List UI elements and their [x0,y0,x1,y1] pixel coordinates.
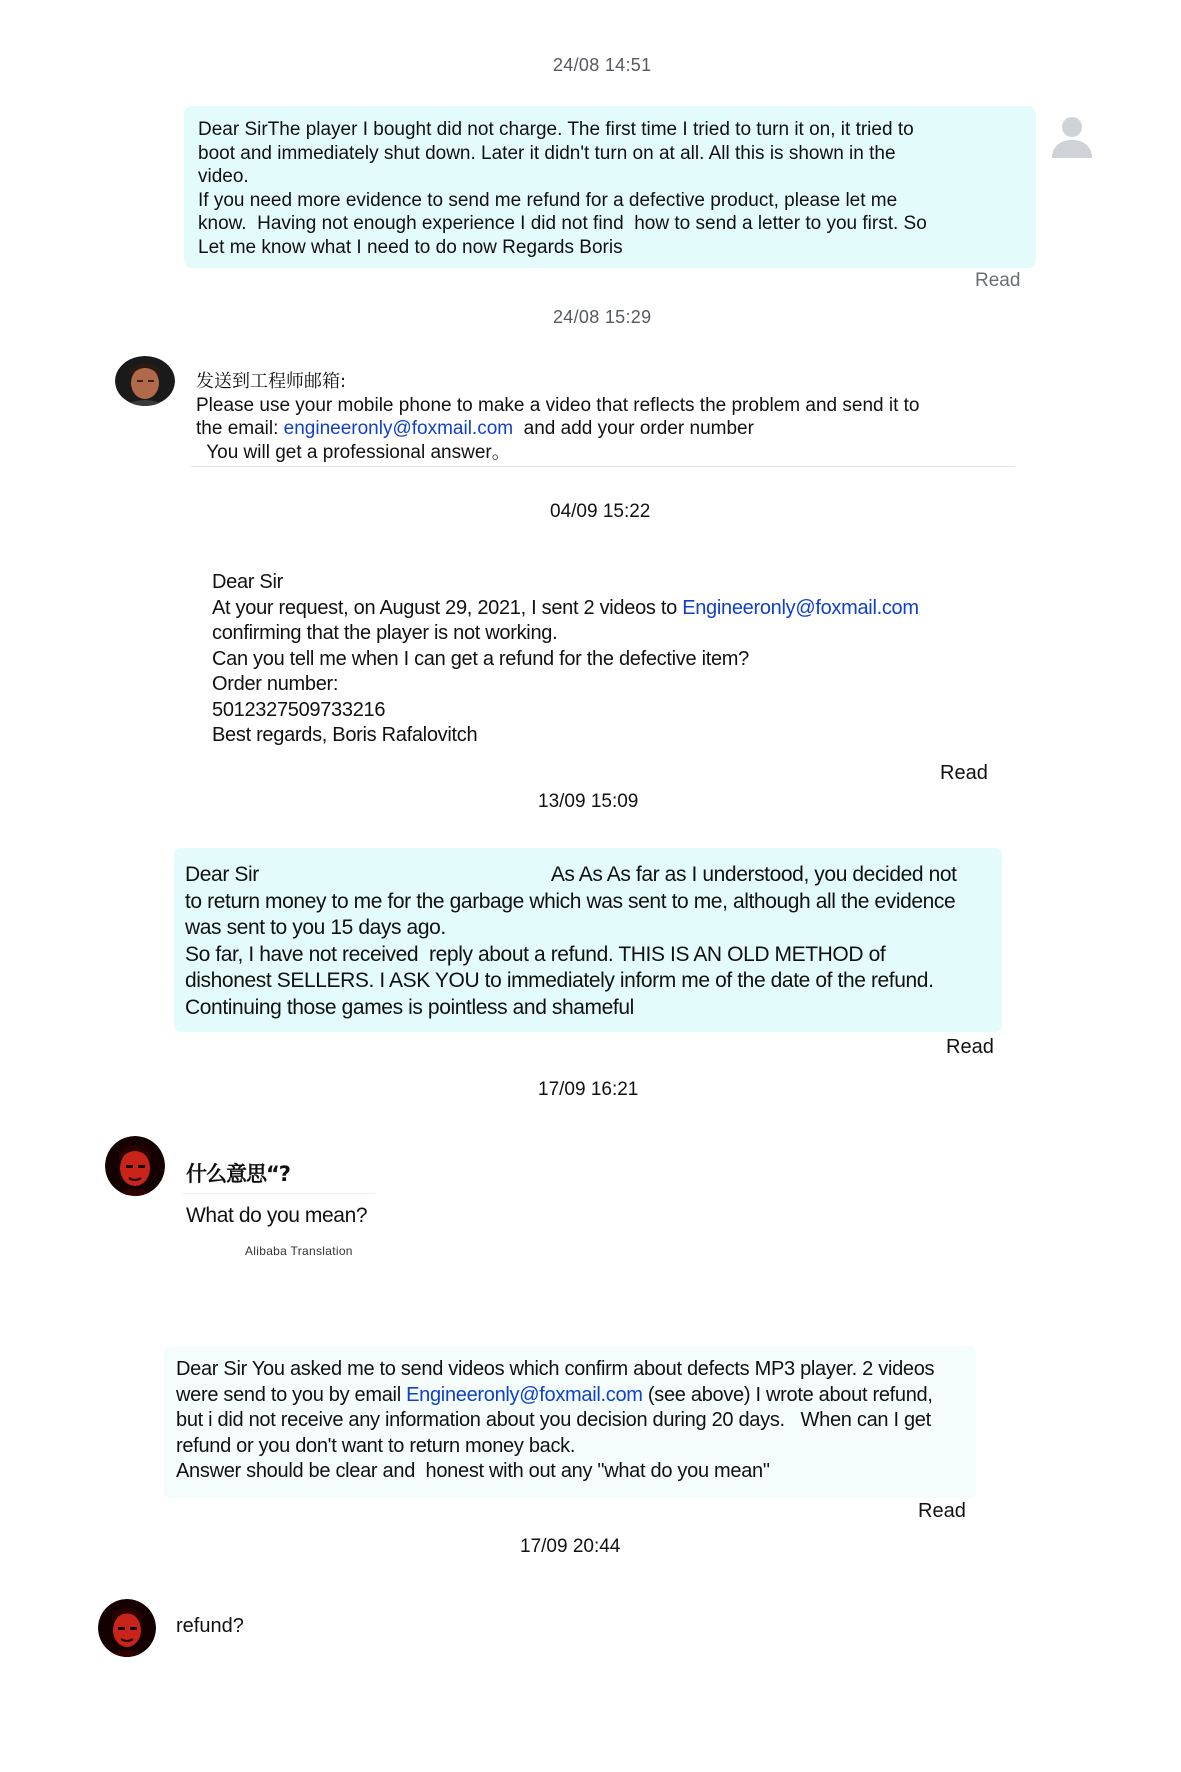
seller-avatar[interactable] [98,1599,156,1657]
message-line: know. Having not enough experience I did not find how to send a letter to you first. So [198,213,927,234]
message-line: Continuing those games is pointless and shameful [185,995,634,1019]
message-line: but i did not receive any information about you decision during 20 days. When can I get [176,1409,931,1431]
message-line: So far, I have not received reply about a refund. THIS IS AN OLD METHOD of [185,942,886,966]
message-text: the email: [196,418,284,439]
message-bubble-outgoing [174,848,1002,1032]
message-line: Dear Sir You asked me to send videos which confirm about defects MP3 player. 2 videos [176,1358,935,1380]
message-text: were send to you by email [176,1383,407,1406]
message-line [212,596,919,622]
profile-photo-icon [115,356,175,406]
message-line: You will get a professional answer。 [196,441,511,463]
message-divider [191,466,1015,467]
message-line: Let me know what I need to do now Regards Boris [198,236,623,258]
message-line: boot and immediately shut down. Later it didn't turn on at all. All this is shown in the [198,142,896,164]
timestamp: 17/09 20:44 [520,1536,621,1557]
message-text: and add your order number [513,418,754,439]
message-text: (see above) I wrote about refund, [642,1383,933,1406]
profile-photo-icon [98,1599,156,1657]
timestamp: 04/09 15:22 [550,501,651,522]
message-text: As As As far as I understood, you decided not [550,863,957,886]
translation-divider [183,1193,375,1194]
message-translation: What do you mean? [186,1204,368,1227]
read-status: Read [918,1500,966,1522]
profile-photo-icon [105,1136,165,1196]
message-line: to return money to me for the garbage which was sent to me, although all the evidence [185,889,956,913]
timestamp: 24/08 14:51 [553,55,652,75]
message-line: was sent to you 15 days ago. [185,916,446,939]
message-original-text: 什么意思“? [186,1162,290,1186]
timestamp: 17/09 16:21 [538,1079,639,1100]
message-line: refund or you don't want to return money back. [176,1434,576,1457]
default-user-icon[interactable] [1050,114,1094,160]
message-text: refund? [176,1615,244,1637]
translation-source: Alibaba Translation [245,1244,353,1258]
message-line: 5012327509733216 [212,698,386,721]
timestamp: 13/09 15:09 [538,791,639,812]
message-line: video. [198,166,249,187]
message-line: Answer should be clear and honest with out any "what do you mean" [176,1460,770,1482]
message-line: If you need more evidence to send me refund for a defective product, please let me [198,189,898,211]
seller-avatar[interactable] [115,356,175,406]
message-line [196,417,919,441]
message-heading: 发送到工程师邮箱: [196,371,347,392]
read-status: Read [975,270,1021,291]
message-text: Dear Sir [185,863,259,886]
message-line: Can you tell me when I can get a refund for the defective item? [212,647,749,670]
read-status: Read [940,762,988,784]
message-line: dishonest SELLERS. I ASK YOU to immediately inform me of the date of the refund. [185,969,934,992]
message-line: Best regards, Boris Rafalovitch [212,724,478,746]
message-bubble-outgoing [164,1346,976,1498]
seller-avatar[interactable] [105,1136,165,1196]
message-line: Dear SirThe player I bought did not charge. The first time I tried to turn it on, it tried to [198,119,914,140]
message-line: Please use your mobile phone to make a video that reflects the problem and send it to [196,394,920,416]
email-link[interactable]: Engineeronly@foxmail.com [406,1383,643,1406]
message-bubble-outgoing [184,106,1036,268]
message-line [185,862,957,889]
message-line: Order number: [212,673,339,695]
email-link[interactable]: Engineeronly@foxmail.com [682,596,919,619]
timestamp: 24/08 15:29 [553,307,652,327]
message-line: confirming that the player is not working. [212,622,558,644]
message-text: At your request, on August 29, 2021, I sent 2 videos to [212,596,683,619]
message-line [176,1383,934,1409]
message-line: Dear Sir [212,571,283,593]
message-outgoing [212,570,919,749]
read-status: Read [946,1036,994,1058]
email-link[interactable]: engineeronly@foxmail.com [283,418,514,439]
